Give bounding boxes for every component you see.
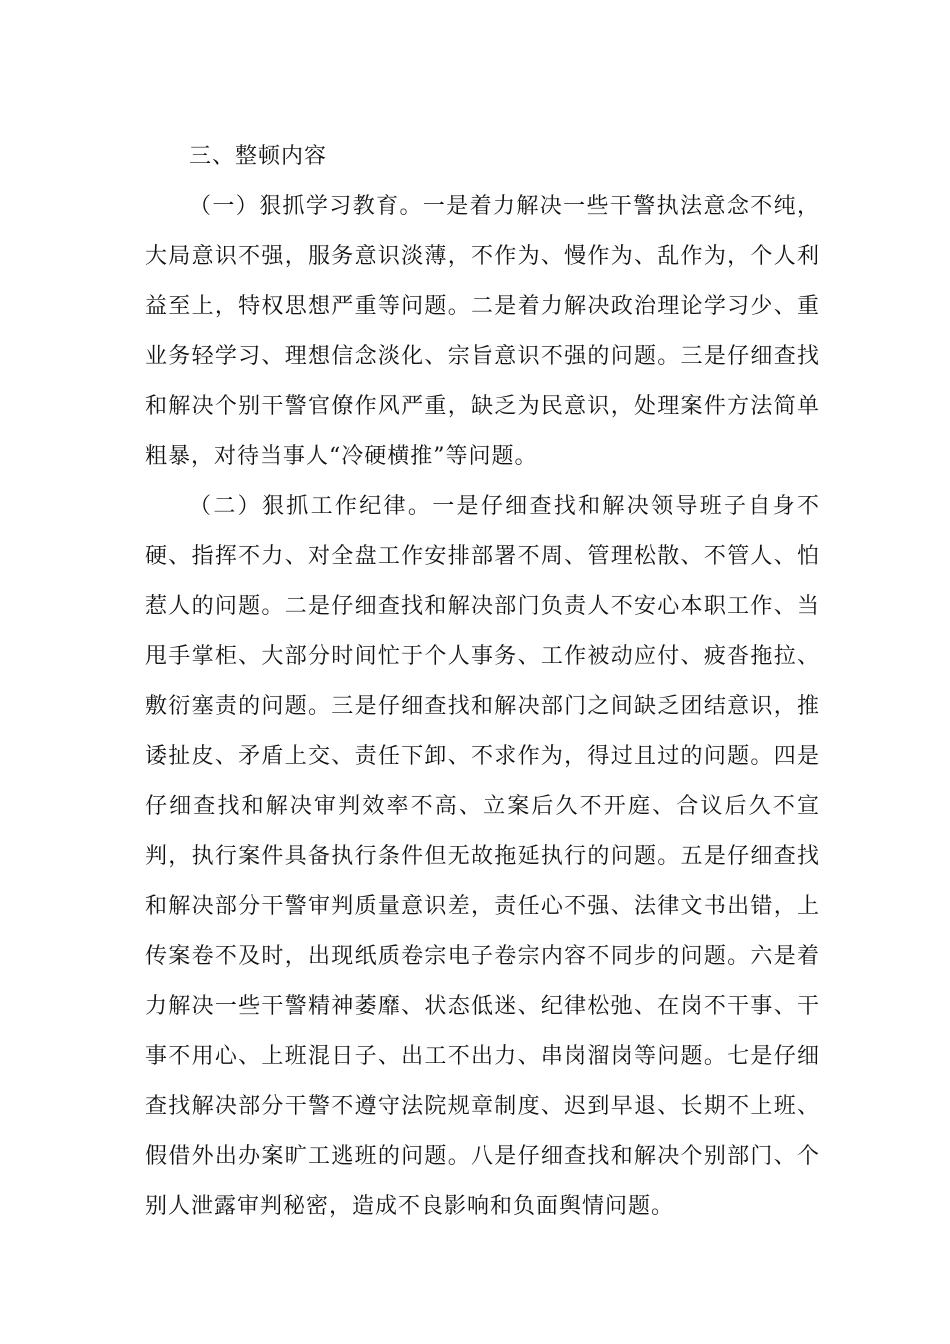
paragraph-study-education: （一）狠抓学习教育。一是着力解决一些干警执法意念不纯，大局意识不强，服务意识淡薄，不作为、慢作为、乱作为，个人利益至上，特权思想严重等问题。二是着力解决政治理论学习少、重业务轻学习、理想信念淡化、宗旨意识不强的问题。三是仔细查找和解决个别干警官僚作风严重，缺乏为民意识，处理案件方法简单粗暴，对待当事人“冷硬横推”等问题。 (145, 194, 820, 469)
paragraph-work-discipline: （二）狠抓工作纪律。一是仔细查找和解决领导班子自身不硬、指挥不力、对全盘工作安排部署不周、管理松散、不管人、怕惹人的问题。二是仔细查找和解决部门负责人不安心本职工作、当甩手掌柜、大部分时间忙于个人事务、工作被动应付、疲沓拖拉、敷衍塞责的问题。三是仔细查找和解决部门之间缺乏团结意识，推诿扯皮、矛盾上交、责任下卸、不求作为，得过且过的问题。四是仔细查找和解决审判效率不高、立案后久不开庭、合议后久不宣判，执行案件具备执行条件但无故拖延执行的问题。五是仔细查找和解决部分干警审判质量意识差，责任心不强、法律文书出错，上传案卷不及时，出现纸质卷宗电子卷宗内容不同步的问题。六是着力解决一些干警精神萎靡、状态低迷、纪律松弛、在岗不干事、干事不用心、上班混日子、出工不出力、串岗溜岗等问题。七是仔细查找解决部分干警不遵守法院规章制度、迟到早退、长期不上班、假借外出办案旷工逃班的问题。八是仔细查找和解决个别部门、个别人泄露审判秘密，造成不良影响和负面舆情问题。 (145, 494, 820, 1219)
document-body (145, 132, 820, 1232)
section-heading: 三、整顿内容 (189, 144, 328, 169)
